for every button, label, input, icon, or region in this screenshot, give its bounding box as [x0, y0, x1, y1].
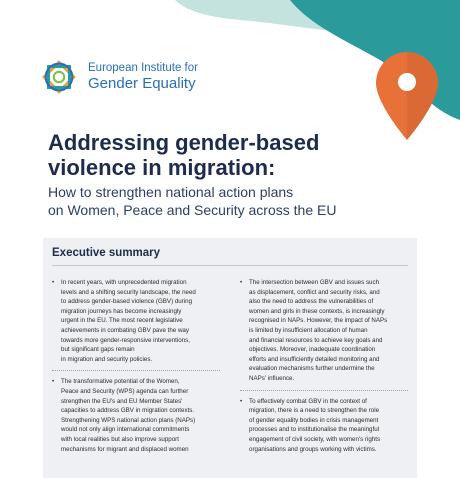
bullet-line: is limited by insufficient allocation of human: [249, 326, 368, 334]
bullet-line: evaluation mechanisms further undermine the: [249, 365, 375, 373]
bullet-line: The intersection between GBV and issues such: [249, 279, 380, 286]
logo-line-2: Gender Equality: [88, 74, 196, 92]
bullet-line: mechanisms for migrant and displaced women: [61, 445, 189, 453]
bullet-line: In recent years, with unprecedented migration: [61, 279, 187, 286]
summary-bullet: [240, 397, 408, 455]
subtitle-line-1: How to strengthen national action plans: [48, 184, 294, 200]
page-title: [48, 130, 388, 180]
logo-line-1: European Institute for: [88, 61, 198, 74]
logo-text: [88, 62, 198, 92]
bullet-line: levels and a shifting security landscape, the need: [61, 288, 196, 296]
bullet-line: to address gender-based violence (GBV) during: [61, 298, 193, 306]
bullet-line: and financial resources to achieve key goals and: [249, 336, 383, 344]
summary-left-column: [52, 272, 220, 454]
bullet-line: would not only align international commitments: [61, 426, 190, 434]
bullet-line: Peace and Security (WPS) agenda can further: [61, 387, 189, 395]
bullet-line: NAPs' influence.: [249, 374, 295, 382]
subtitle-line-2: on Women, Peace and Security across the EU: [48, 202, 337, 218]
bullet-line: Strengthening WPS national action plans (NAPs): [61, 416, 196, 424]
bullet-line: organisations and groups working with victims.: [249, 445, 377, 453]
summary-divider: [52, 265, 408, 266]
bullet-line: achievements in combating GBV pave the way: [61, 326, 189, 334]
bullet-marker: •: [240, 397, 243, 405]
summary-bullet: [52, 278, 220, 364]
title-line-2: violence in migration:: [48, 155, 276, 180]
bullet-separator: [52, 370, 220, 371]
map-pin-icon: [376, 52, 438, 140]
page-subtitle: [48, 183, 408, 219]
bullet-line: migration journeys has become increasingly: [61, 307, 182, 315]
title-line-1: Addressing gender-based: [48, 130, 320, 155]
bullet-marker: •: [52, 279, 55, 286]
bullet-separator: [240, 390, 408, 391]
bullet-line: strengthen the EU's and EU Member States': [61, 397, 183, 405]
bullet-marker: •: [240, 279, 243, 286]
bullet-marker: •: [52, 378, 55, 386]
bullet-line: objectives. Moreover, inadequate coordination: [249, 346, 376, 354]
executive-summary-heading: Executive summary: [52, 247, 161, 259]
mint-wave-shape: [175, 0, 460, 38]
bullet-line: women and girls in these contexts, is increasingly: [249, 307, 385, 315]
bullet-line: recognised in NAPs. However, the impact of NAPs: [249, 317, 388, 325]
bullet-line: towards more gender-responsive interventions,: [61, 336, 190, 344]
summary-bullet: [240, 278, 408, 384]
bullet-line: also the need to address the vulnerabilities of: [249, 298, 374, 306]
bullet-line: To effectively combat GBV in the context of: [249, 397, 367, 405]
bullet-line: with local realities but also improve support: [61, 435, 179, 443]
bullet-line: urgent in the EU. The most recent legislative: [61, 317, 183, 325]
bullet-line: as displacement, conflict and security risks, and: [249, 288, 380, 296]
bullet-line: but significant gaps remain: [61, 346, 135, 354]
bullet-line: migration, there is a need to strengthen the role: [249, 407, 380, 415]
bullet-line: The transformative potential of the Women,: [61, 378, 180, 386]
bullet-line: processes and to institutionalise the meaningful: [249, 426, 380, 434]
teal-wave-shape: [290, 0, 460, 120]
summary-bullet: [52, 377, 220, 454]
bullet-line: of gender equality bodies in crisis management: [249, 416, 379, 424]
bullet-line: in migration and security policies.: [61, 355, 153, 363]
executive-summary-box: [43, 238, 417, 478]
eige-logo[interactable]: [40, 58, 198, 96]
summary-right-column: [240, 272, 408, 454]
eige-knot-logo: [40, 58, 78, 96]
bullet-line: capacities to address GBV in migration contexts.: [61, 407, 195, 415]
bullet-line: engagement of civil society, with women's rights: [249, 435, 381, 443]
bullet-line: efforts and insufficiently detailed monitoring and: [249, 355, 380, 363]
